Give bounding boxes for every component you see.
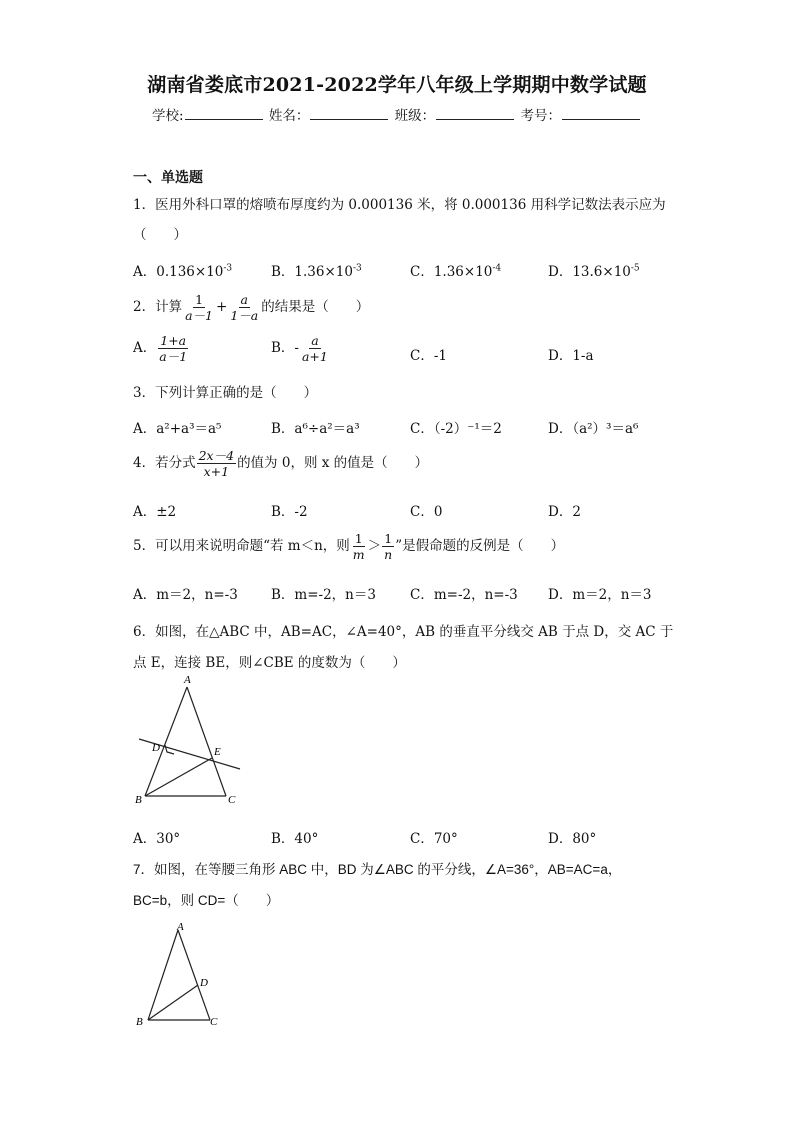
student-info-line	[0, 104, 794, 124]
q7-label-d: D	[200, 977, 208, 989]
q7-stem-line2: BC=b，则 CD=（ ）	[133, 893, 280, 908]
q2-option-a[interactable]: A． $\frac{1+a}{a-1}$	[133, 333, 188, 364]
q5-fraction-1: $\frac{1}{m}$	[352, 531, 365, 562]
q5-stem: 5．可以用来说明命题“若 m＜n，则 $\frac{1}{m}$ ＞ $\frac{1}{n}$ ”是假命题的反例是（ ）	[133, 531, 565, 562]
class-label: 班级：	[394, 108, 436, 124]
q3-stem: 3．下列计算正确的是（ ）	[133, 385, 318, 401]
q4-fraction: $\frac{2x-4}{x+1}$	[198, 448, 235, 479]
q2-option-b[interactable]: B．- $\frac{a}{a+1}$	[271, 333, 328, 364]
q4-option-c[interactable]: C．0	[410, 504, 443, 520]
q4-stem: 4．若分式 $\frac{2x-4}{x+1}$ 的值为 0，则 x 的值是（ ）	[133, 448, 429, 479]
q2-option-d[interactable]: D．1-a	[548, 348, 594, 364]
exam-title: 湖南省娄底市2021-2022学年八年级上学期期中数学试题	[147, 74, 647, 96]
q6-option-a[interactable]: A．30°	[133, 831, 181, 847]
q5-fraction-2: $\frac{1}{n}$	[384, 531, 393, 562]
q1-stem: 1．医用外科口罩的熔喷布厚度约为 0.000136 米，将 0.000136 用科学记数法表示应为	[133, 197, 666, 213]
q3-option-b[interactable]: B．a⁶÷a²＝a³	[271, 421, 360, 437]
q6-stem-line2: 点 E，连接 BE，则∠CBE 的度数为（ ）	[133, 655, 406, 671]
q1-option-b[interactable]: B．$1.36\times 10^{-3}$	[271, 263, 362, 280]
q4-option-d[interactable]: D．2	[548, 504, 581, 520]
q7-label-b: B	[136, 1016, 143, 1028]
q3-option-c[interactable]: C．（-2）⁻¹＝2	[410, 421, 502, 437]
q6-stem-line1: 6．如图，在△ABC 中，AB=AC，∠A=40°，AB 的垂直平分线交 AB 于点 D，交 AC 于	[133, 624, 674, 640]
q2-fraction-2: $\frac{a}{1-a}$	[230, 292, 259, 323]
q5-option-b[interactable]: B．m=-2，n＝3	[271, 587, 376, 603]
q7-triangle-figure	[130, 918, 230, 1030]
q4-option-a[interactable]: A．±2	[133, 504, 177, 520]
q2-option-c[interactable]: C．-1	[410, 348, 447, 364]
q5-option-d[interactable]: D．m＝2，n＝3	[548, 587, 652, 603]
q7-label-a: A	[177, 921, 184, 933]
q1-option-c[interactable]: C．$1.36\times 10^{-4}$	[410, 263, 502, 280]
q1-option-a[interactable]: A．$0.136\times 10^{-3}$	[133, 263, 233, 280]
class-blank[interactable]	[436, 107, 514, 120]
section-title: 一、单选题	[133, 170, 203, 186]
q7-label-c: C	[210, 1016, 218, 1028]
number-label: 考号：	[520, 108, 561, 124]
q6-option-c[interactable]: C．70°	[410, 831, 458, 847]
q6-option-b[interactable]: B．40°	[271, 831, 319, 847]
q6-triangle-figure	[130, 672, 250, 812]
name-blank[interactable]	[310, 107, 388, 120]
q6-label-b: B	[135, 794, 142, 806]
q2-stem: 2．计算 $\frac{1}{a-1}$ + $\frac{a}{1-a}$ 的结果是（ ）	[133, 292, 370, 323]
q6-label-a: A	[184, 674, 191, 686]
q5-option-c[interactable]: C．m=-2，n=-3	[410, 587, 518, 603]
q2-fraction-1: $\frac{1}{a-1}$	[185, 292, 213, 323]
name-label: 姓名：	[268, 108, 310, 124]
school-blank[interactable]	[185, 107, 263, 120]
q3-option-a[interactable]: A．a²+a³＝a⁵	[133, 421, 222, 437]
q1-option-d[interactable]: D．$13.6\times 10^{-5}$	[548, 263, 640, 280]
q5-option-a[interactable]: A．m＝2，n=-3	[133, 587, 238, 603]
q6-label-c: C	[228, 794, 236, 806]
q6-label-d: D	[152, 742, 160, 754]
school-label: 学校:	[152, 108, 184, 124]
q6-option-d[interactable]: D．80°	[548, 831, 597, 847]
q4-option-b[interactable]: B．-2	[271, 504, 308, 520]
q7-stem-line1: 7．如图，在等腰三角形 ABC 中，BD 为∠ABC 的平分线，∠A=36°，AB=AC=a，	[133, 862, 622, 877]
q6-label-e: E	[214, 746, 221, 758]
q3-option-d[interactable]: D．（a²）³＝a⁶	[548, 421, 639, 437]
number-blank[interactable]	[562, 107, 640, 120]
q1-paren: （ ）	[133, 227, 187, 243]
